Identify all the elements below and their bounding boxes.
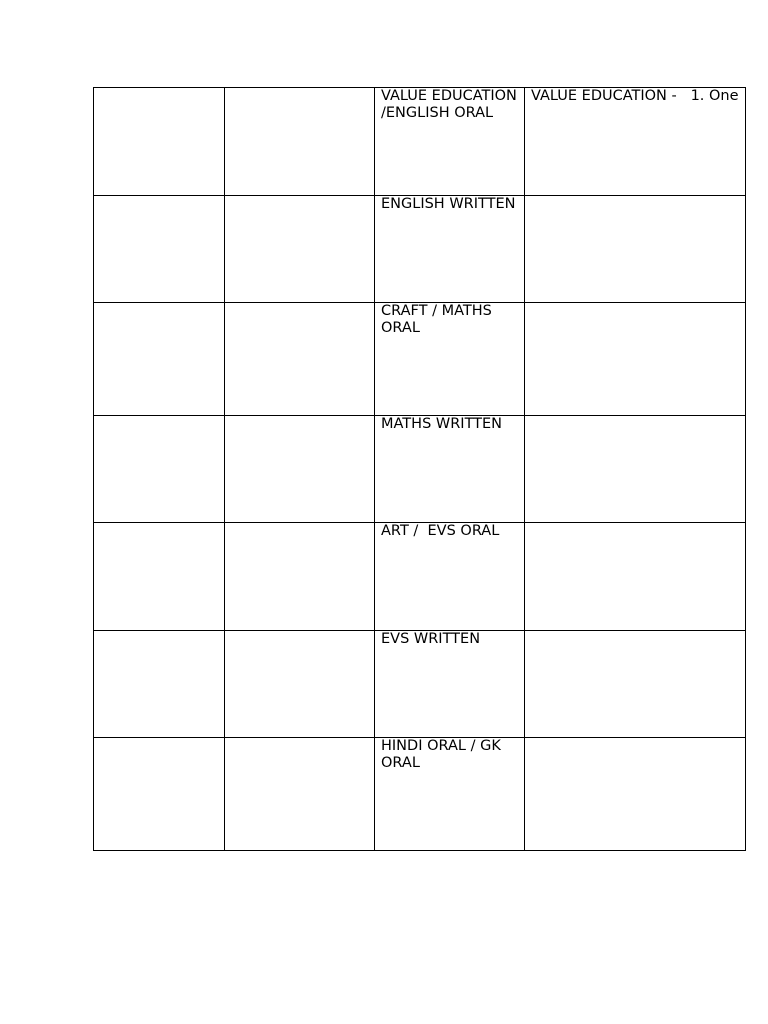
date-cell (94, 631, 225, 738)
table-row (94, 303, 746, 416)
subject-cell (375, 631, 525, 738)
table-row (94, 738, 746, 851)
subject-cell (375, 416, 525, 523)
syllabus-cell (525, 738, 746, 851)
subject-text: MATHS WRITTEN (381, 416, 503, 432)
subject-cell (375, 303, 525, 416)
subject-text: CRAFT / MATHS ORAL (381, 303, 497, 336)
table-row (94, 196, 746, 303)
date-cell (94, 523, 225, 631)
date-cell (94, 416, 225, 523)
day-cell (225, 88, 375, 196)
day-cell (225, 303, 375, 416)
date-cell (94, 196, 225, 303)
syllabus-cell (525, 196, 746, 303)
exam-schedule-table (93, 87, 746, 851)
day-cell (225, 738, 375, 851)
subject-cell (375, 196, 525, 303)
syllabus-cell (525, 523, 746, 631)
subject-text: HINDI ORAL / GK ORAL (381, 738, 506, 771)
subject-text: ENGLISH WRITTEN (381, 196, 516, 212)
syllabus-cell (525, 303, 746, 416)
day-cell (225, 416, 375, 523)
syllabus-cell (525, 88, 746, 196)
day-cell (225, 523, 375, 631)
date-cell (94, 88, 225, 196)
subject-text: VALUE EDUCATION /ENGLISH ORAL (381, 88, 522, 121)
date-cell (94, 303, 225, 416)
syllabus-cell (525, 416, 746, 523)
subject-text: EVS WRITTEN (381, 631, 481, 647)
syllabus-text: VALUE EDUCATION - 1. One (531, 88, 739, 104)
table-row (94, 416, 746, 523)
subject-text: ART / EVS ORAL (381, 523, 500, 539)
date-cell (94, 738, 225, 851)
table-row (94, 631, 746, 738)
subject-cell (375, 523, 525, 631)
subject-cell (375, 738, 525, 851)
table-row (94, 88, 746, 196)
syllabus-cell (525, 631, 746, 738)
day-cell (225, 196, 375, 303)
subject-cell (375, 88, 525, 196)
day-cell (225, 631, 375, 738)
table-row (94, 523, 746, 631)
